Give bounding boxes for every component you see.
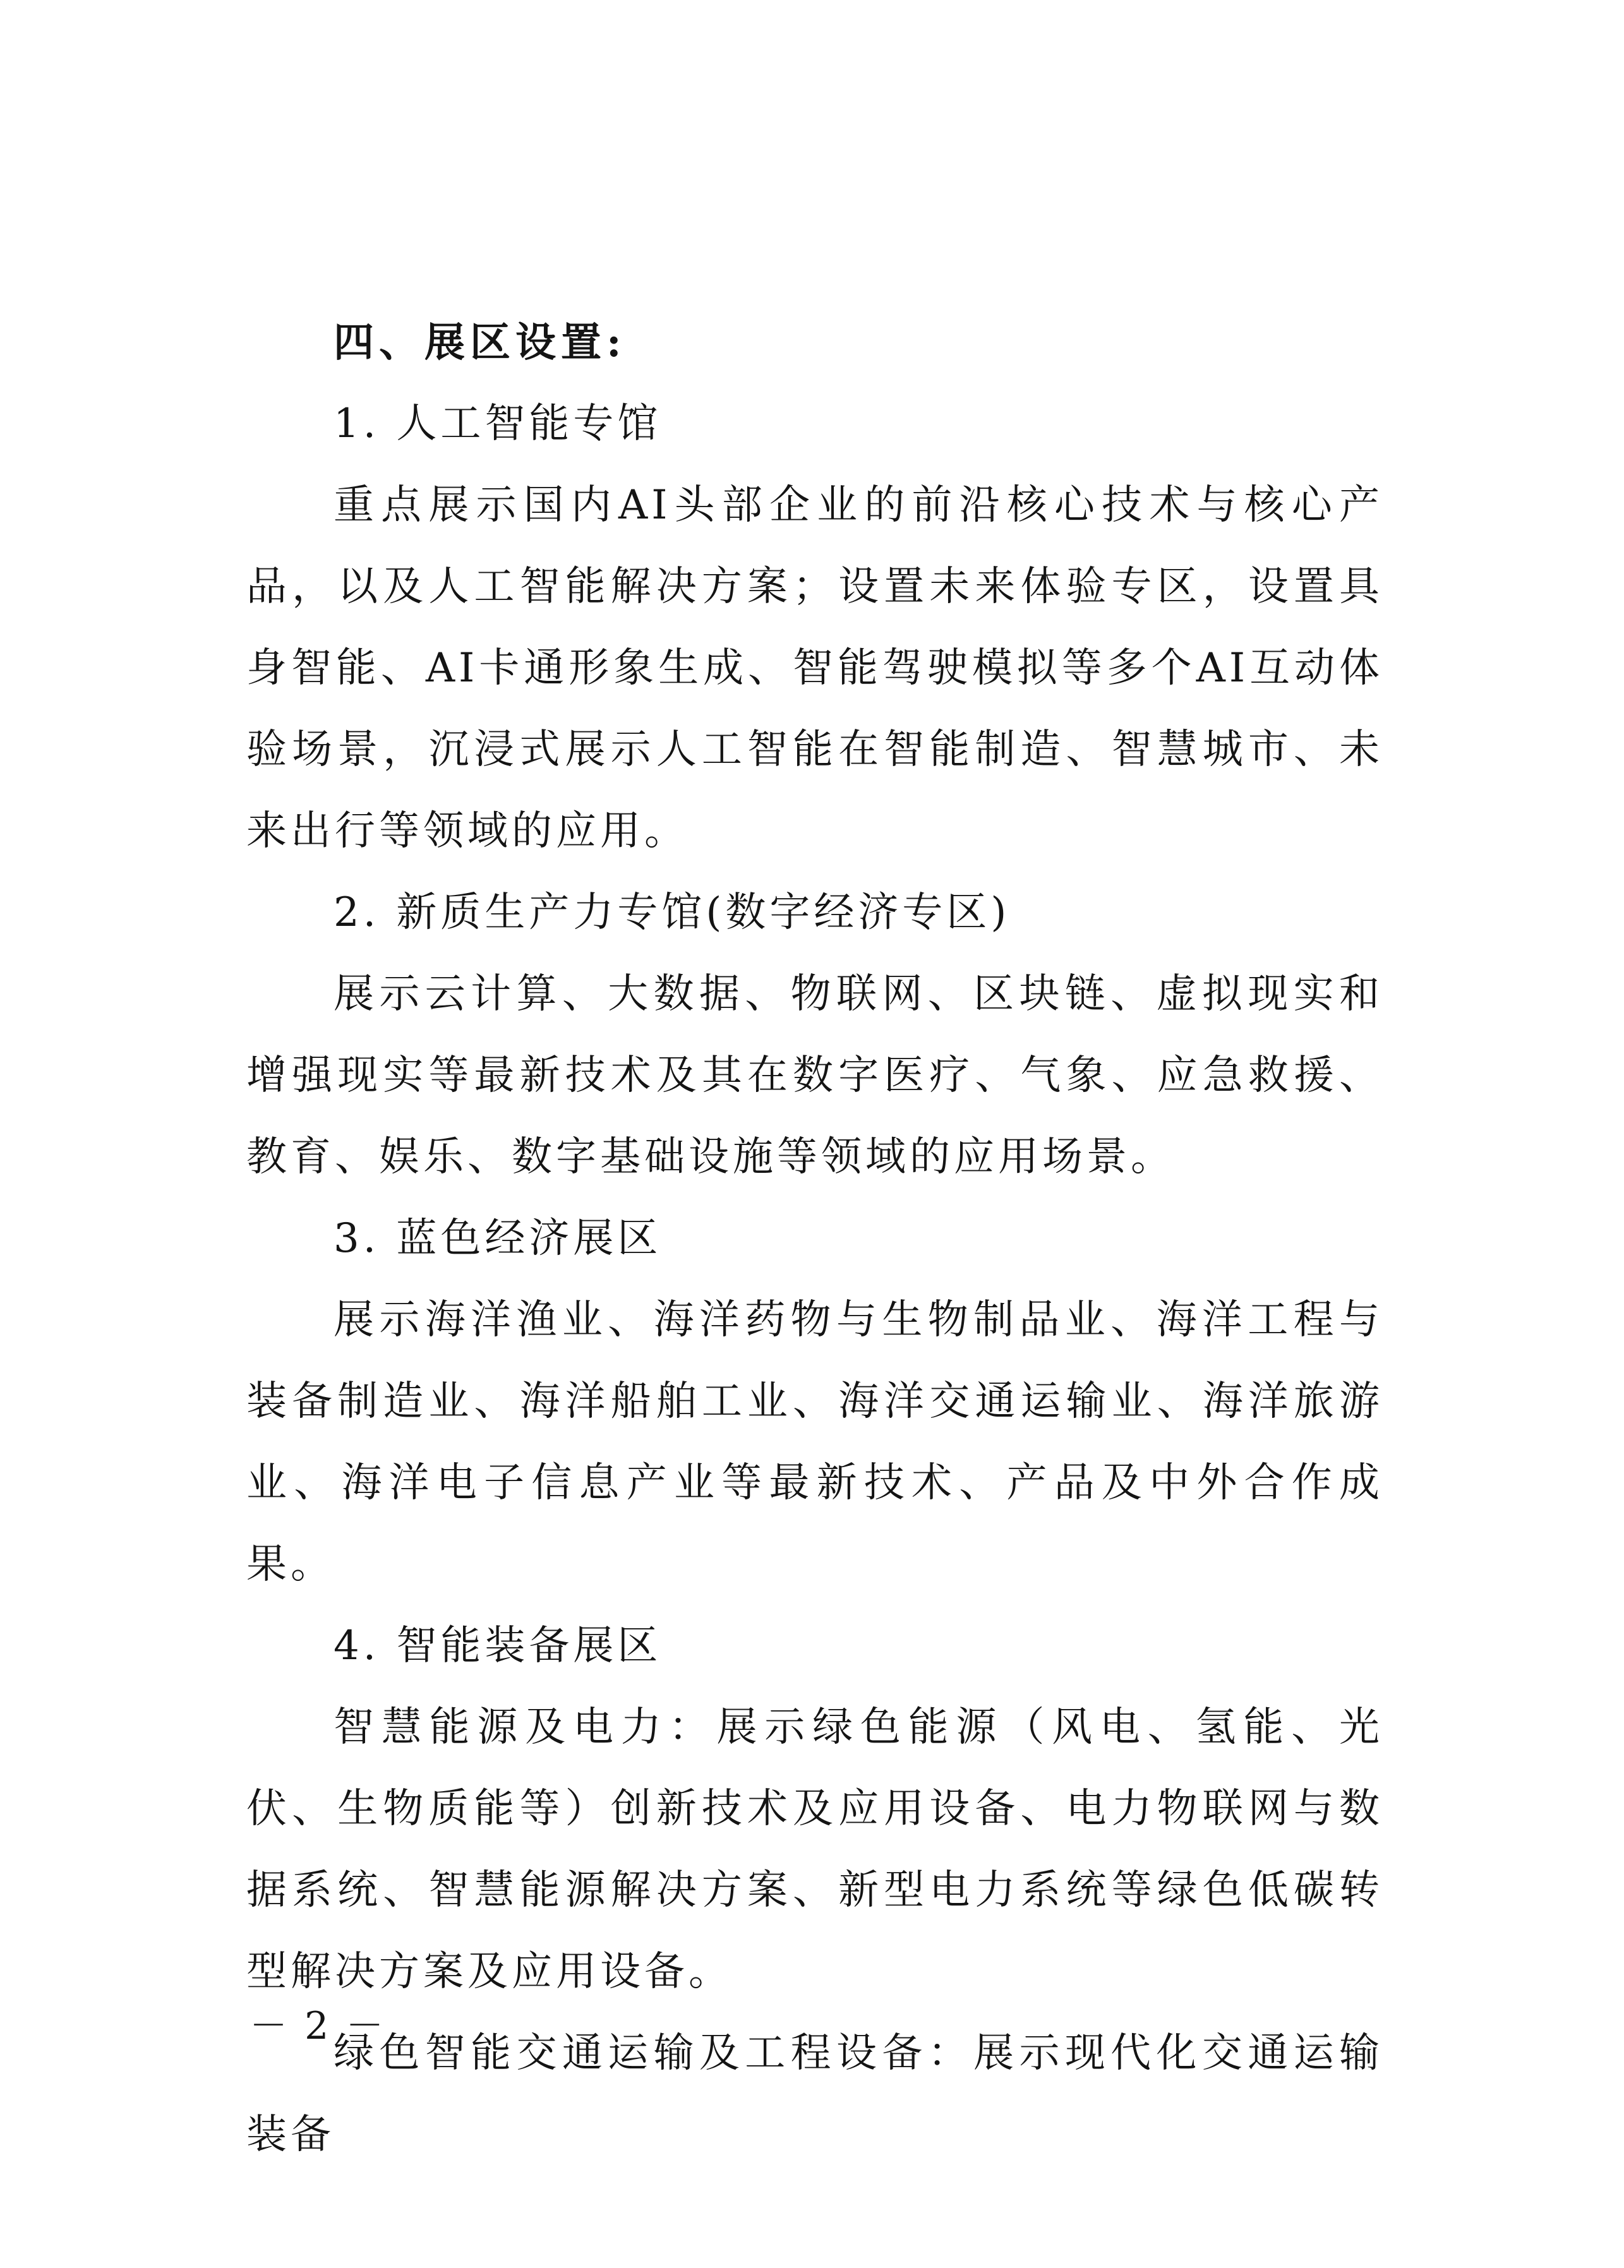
subsection-title-ai-pavilion: 1. 人工智能专馆 — [334, 400, 662, 447]
paragraph-smart-energy: 智慧能源及电力：展示绿色能源（风电、氢能、光伏、生物质能等）创新技术及应用设备、电力物联网与数据系统、智慧能源解决方案、新型电力系统等绿色低碳转型解决方案及应用设备。 — [246, 1704, 1383, 1995]
paragraph-ai-pavilion: 重点展示国内AI头部企业的前沿核心技术与核心产品，以及人工智能解决方案；设置未来体验专区，设置具身智能、AI卡通形象生成、智能驾驶模拟等多个AI互动体验场景，沉浸式展示人工智能在智能制造、智慧城市、未来出行等领域的应用。 — [246, 482, 1383, 855]
paragraph-new-productivity-pavilion: 展示云计算、大数据、物联网、区块链、虚拟现实和增强现实等最新技术及其在数字医疗、气象、应急救援、教育、娱乐、数字基础设施等领域的应用场景。 — [246, 971, 1383, 1180]
subsection-title-new-productivity-pavilion: 2. 新质生产力专馆(数字经济专区) — [334, 889, 1011, 936]
section-heading: 四、展区设置: — [334, 319, 627, 366]
document-body — [246, 302, 1383, 2176]
subsection-title-smart-equipment-zone: 4. 智能装备展区 — [334, 1623, 662, 1669]
subsection-title-blue-economy-zone: 3. 蓝色经济展区 — [334, 1215, 662, 1262]
page-number: － 2 － — [250, 2004, 387, 2048]
paragraph-blue-economy-zone: 展示海洋渔业、海洋药物与生物制品业、海洋工程与装备制造业、海洋船舶工业、海洋交通运输业、海洋旅游业、海洋电子信息产业等最新技术、产品及中外合作成果。 — [246, 1297, 1383, 1588]
paragraph-green-transport: 绿色智能交通运输及工程设备：展示现代化交通运输装备 — [246, 2030, 1383, 2158]
